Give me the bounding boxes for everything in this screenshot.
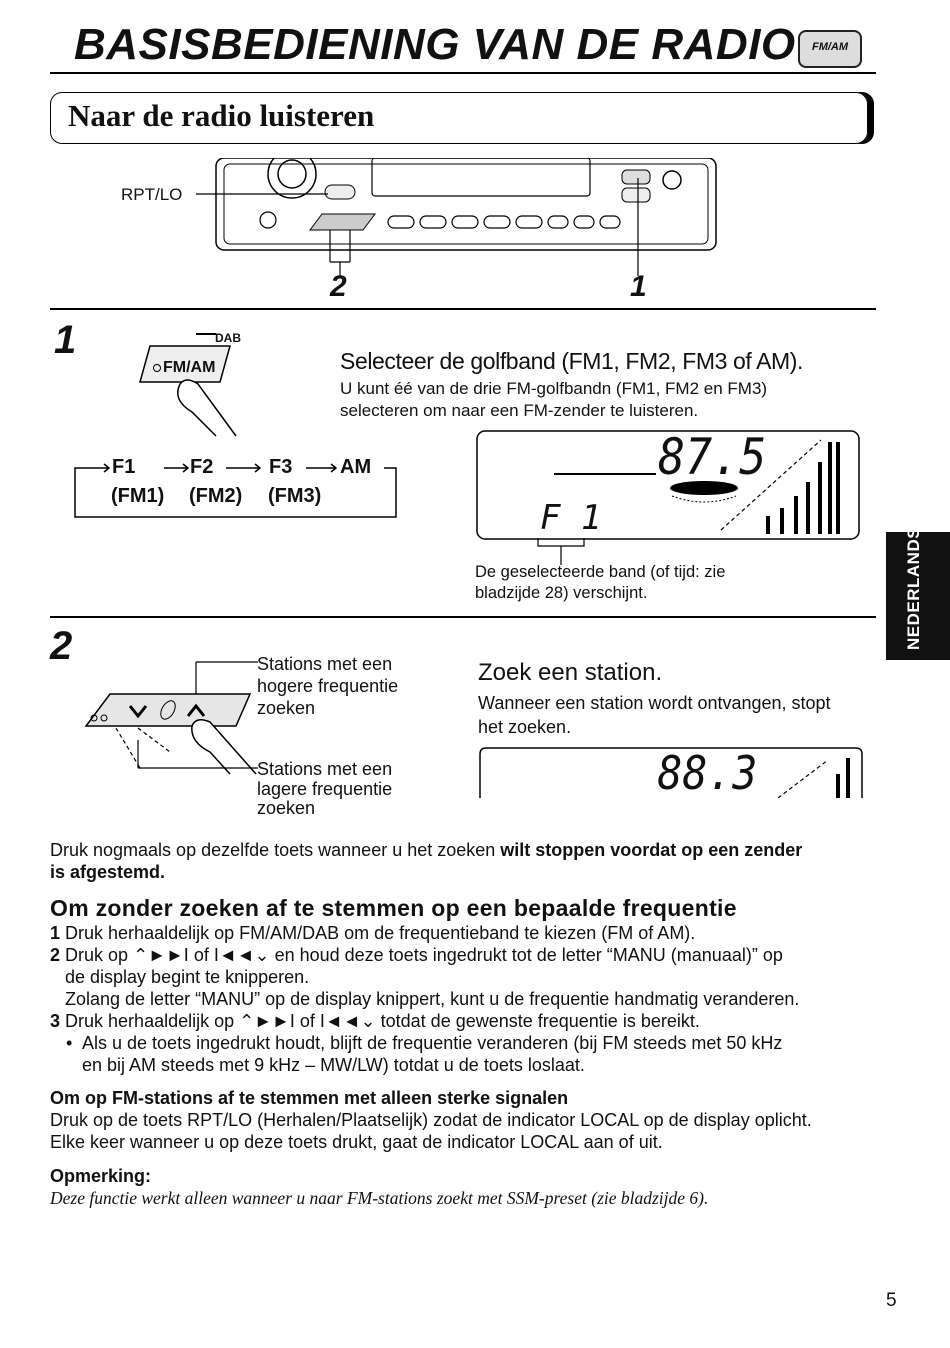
manual-step-3-num: 3 [50, 1011, 61, 1031]
seek-down-icon: I◄◄⌄ [213, 945, 270, 965]
manual-step-1 [50, 922, 695, 944]
manual-step-2-num: 2 [50, 945, 61, 965]
manual-step-2-text-b: of [193, 945, 209, 965]
seek-up-icon: ⌃►►I [239, 1011, 295, 1031]
bullet: • [66, 1033, 73, 1053]
remark-text: Deze functie werkt alleen wanneer u naar FM-stations zoekt met SSM-preset (zie bladzijde 6). [50, 1188, 709, 1208]
language-tab-label: NEDERLANDS [904, 526, 923, 650]
seek-down-label-3: zoeken [257, 798, 316, 818]
seek-up-label-3: zoeken [257, 698, 316, 718]
manual-step-2 [50, 944, 783, 966]
manual-step-2-cont: de display begint te knipperen. [65, 967, 310, 987]
band-f3: F3 [269, 456, 293, 478]
band-name-fm3: (FM3) [268, 485, 322, 507]
manual-step-2-note: Zolang de letter “MANU” op de display knippert, kunt u de frequentie handmatig veranderen. [65, 989, 800, 1009]
manual-step-3 [50, 1010, 700, 1032]
step-1-heading: Selecteer de golfband (FM1, FM2, FM3 of AM). [340, 348, 804, 374]
fm-am-button-illustration [136, 340, 246, 440]
callout-2: 2 [330, 270, 347, 303]
band-f2: F2 [190, 456, 214, 478]
divider [50, 616, 876, 618]
dab-label: DAB [215, 331, 241, 345]
stop-note [50, 839, 880, 861]
stop-note-text: Druk nogmaals op dezelfde toets wanneer u het zoeken [50, 840, 501, 860]
page-number: 5 [886, 1290, 897, 1311]
step-1-number: 1 [54, 318, 77, 362]
manual-step-3-text-b: of [299, 1011, 315, 1031]
band-name-fm1: (FM1) [111, 485, 165, 507]
page-title: BASISBEDIENING VAN DE RADIO [74, 20, 796, 69]
display-1-band: F 1 [540, 498, 602, 538]
seek-up-icon: ⌃►►I [133, 945, 189, 965]
manual-step-3-text-a: Druk herhaaldelijk op [65, 1011, 235, 1031]
seek-down-icon: I◄◄⌄ [319, 1011, 376, 1031]
callout-1: 1 [630, 270, 647, 303]
display-caption-2: bladzijde 28) verschijnt. [475, 584, 648, 602]
section-title: Naar de radio luisteren [68, 98, 375, 133]
local-text-2: Elke keer wanneer u op deze toets drukt, gaat de indicator LOCAL aan of uit. [50, 1132, 663, 1152]
seek-down-label-2: lagere frequentie [257, 779, 393, 799]
display-1-frequency: 87.5 [658, 428, 767, 486]
rpt-lo-label: RPT/LO [121, 185, 183, 204]
manual-step-2-text-c: en houd deze toets ingedrukt tot de letter “MANU (manuaal)” op [274, 945, 783, 965]
stop-note-bold-2: is afgestemd. [50, 862, 166, 882]
manual-bullet-1: Als u de toets ingedrukt houdt, blijft de frequentie veranderen (bij FM steeds met 50 kHz [82, 1033, 783, 1053]
fm-am-button-label: FM/AM [163, 359, 216, 376]
language-tab [886, 526, 950, 660]
divider [50, 308, 876, 310]
step-2-text-2: het zoeken. [478, 717, 572, 737]
manual-step-1-text: Druk herhaaldelijk op FM/AM/DAB om de frequentieband te kiezen (FM of AM). [65, 923, 696, 943]
band-f1: F1 [112, 456, 136, 478]
step-1-text-1: U kunt éé van de drie FM-golfbandn (FM1, FM2 en FM3) [340, 379, 768, 398]
remark-heading: Opmerking: [50, 1166, 152, 1186]
title-rule [50, 72, 876, 74]
display-caption-1: De geselecteerde band (of tijd: zie [475, 563, 726, 581]
dab-tick [196, 333, 216, 335]
seek-up-label-1: Stations met een [257, 654, 393, 674]
fm-am-badge: FM/AM [798, 30, 862, 68]
step-1-text-2: selecteren om naar een FM-zender te luisteren. [340, 401, 699, 420]
step-2-heading: Zoek een station. [478, 659, 663, 686]
manual-step-2-text-a: Druk op [65, 945, 129, 965]
manual-heading: Om zonder zoeken af te stemmen op een bepaalde frequentie [50, 895, 737, 921]
local-heading: Om op FM-stations af te stemmen met alleen sterke signalen [50, 1088, 569, 1108]
manual-bullet-2: en bij AM steeds met 9 kHz – MW/LW) totdat u de toets loslaat. [82, 1055, 585, 1075]
step-2-text-1: Wanneer een station wordt ontvangen, stopt [478, 693, 831, 713]
manual-step-1-num: 1 [50, 923, 61, 943]
display-2-frequency: 88.3 [657, 746, 758, 800]
band-name-fm2: (FM2) [189, 485, 243, 507]
seek-up-label-2: hogere frequentie [257, 676, 399, 696]
manual-step-3-text-c: totdat de gewenste frequentie is bereikt. [380, 1011, 700, 1031]
stop-note-bold-1: wilt stoppen voordat op een zender [500, 840, 803, 860]
seek-down-label-1: Stations met een [257, 759, 393, 779]
seek-buttons-illustration [80, 656, 260, 776]
step-2-number: 2 [50, 624, 73, 668]
band-am: AM [340, 456, 372, 478]
local-text-1: Druk op de toets RPT/LO (Herhalen/Plaatselijk) zodat de indicator LOCAL op de display oplicht. [50, 1110, 812, 1130]
